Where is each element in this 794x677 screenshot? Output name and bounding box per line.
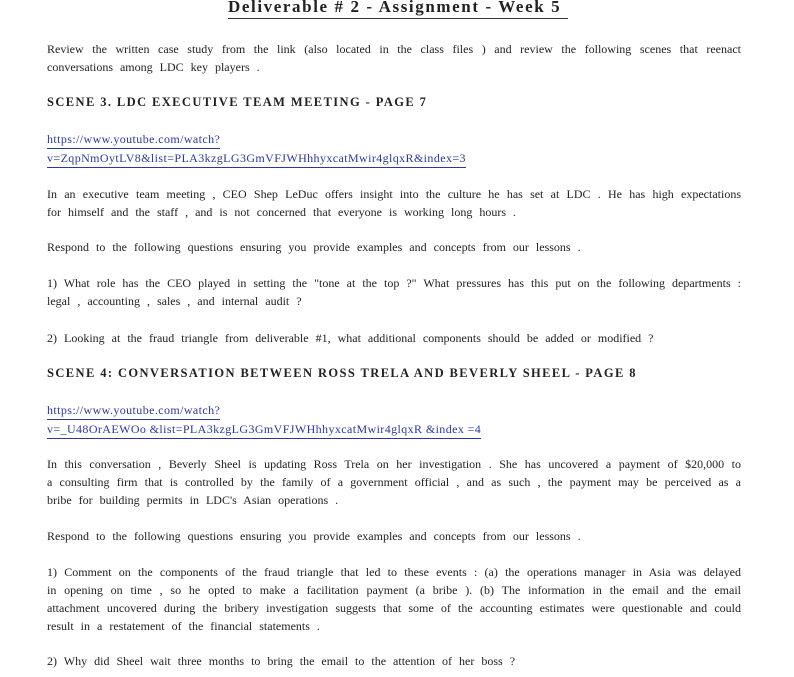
intro-paragraph: Review the written case study from the link (also located in the class files ) and review the following scenes that reenact conversations among LDC key players . (47, 42, 741, 74)
scene3-question-1: 1) What role has the CEO played in setting the "tone at the top ?" What pressures has this put on the following departments : legal , accounting , sales , and internal audit ? (47, 276, 741, 308)
scene4-link-line2: v=_U48OrAEWOo &list=PLA3kzgLG3GmVFJWHhhyxcatMwir4glqxR &index =4 (47, 420, 481, 439)
scene3-heading: SCENE 3. LDC EXECUTIVE TEAM MEETING - PAGE 7 (47, 95, 428, 109)
scene4-question-2: 2) Why did Sheel wait three months to bring the email to the attention of her boss ? (47, 654, 516, 668)
scene3-question-2: 2) Looking at the fraud triangle from deliverable #1, what additional components should be added or modified ? (47, 331, 654, 345)
scene4-respond-instruction: Respond to the following questions ensuring you provide examples and concepts from our lessons . (47, 529, 581, 543)
scene4-heading: SCENE 4: CONVERSATION BETWEEN ROSS TRELA AND BEVERLY SHEEL - PAGE 8 (47, 366, 637, 380)
scene4-video-link[interactable] (47, 401, 481, 439)
scene3-video-link[interactable] (47, 130, 466, 168)
scene3-link-line2: v=ZqpNmOytLV8&list=PLA3kzgLG3GmVFJWHhhyxcatMwir4glqxR&index=3 (47, 149, 466, 168)
scene3-respond-instruction: Respond to the following questions ensuring you provide examples and concepts from our lessons . (47, 240, 581, 254)
scene3-link-line1: https://www.youtube.com/watch? (47, 130, 220, 149)
scene3-summary: In an executive team meeting , CEO Shep LeDuc offers insight into the culture he has set at LDC . He has high expectations for himself and the staff , and is not concerned that everyone is working long hours . (47, 187, 741, 219)
scene4-link-line1: https://www.youtube.com/watch? (47, 401, 220, 420)
page-title: Deliverable # 2 - Assignment - Week 5 (228, 0, 568, 19)
scene4-question-1: 1) Comment on the components of the fraud triangle that led to these events : (a) the operations manager in Asia was delayed in opening on time , so he opted to make a facilitation payment (a bribe ). (b) The information in the email and the email attachment uncovered during the bribery investigation suggests that some of the accounting estimates were questionable and could result in a restatement of the financial statements . (47, 565, 741, 633)
scene4-summary: In this conversation , Beverly Sheel is updating Ross Trela on her investigation . She has uncovered a payment of $20,000 to a consulting firm that is controlled by the family of a government official , and as such , the payment may be perceived as a bribe for building permits in LDC's Asian operations . (47, 457, 741, 507)
